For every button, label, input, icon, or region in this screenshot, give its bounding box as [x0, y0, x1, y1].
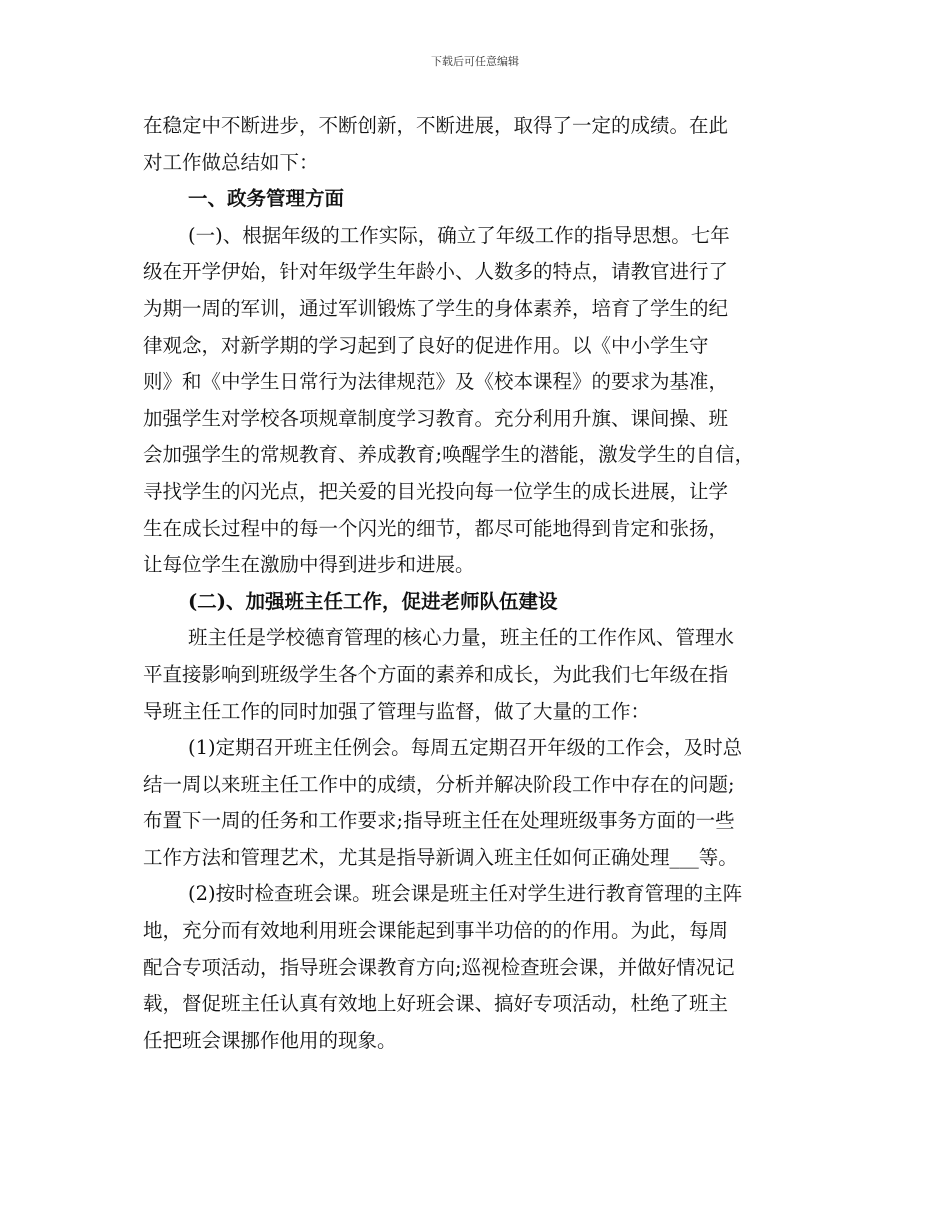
- body-text-line: 地，充分而有效地利用班会课能起到事半功倍的的作用。为此，每周: [143, 919, 729, 943]
- body-text-line: (2)按时检查班会课。班会课是班主任对学生进行教育管理的主阵: [188, 882, 743, 906]
- body-text-line: 配合专项活动，指导班会课教育方向;巡视检查班会课，并做好情况记: [143, 955, 735, 979]
- body-text-line: 会加强学生的常规教育、养成教育;唤醒学生的潜能，激发学生的自信，: [143, 443, 755, 467]
- body-text-line: 布置下一周的任务和工作要求;指导班主任在处理班级事务方面的一些: [143, 809, 735, 833]
- body-text-line: 寻找学生的闪光点，把关爱的目光投向每一位学生的成长进展，让学: [143, 479, 729, 503]
- section-heading: (二)、加强班主任工作，促进老师队伍建设: [188, 589, 558, 613]
- section-heading: 一、政务管理方面: [188, 187, 345, 211]
- body-text-line: 任把班会课挪作他用的现象。: [143, 1028, 397, 1052]
- body-text-line: (1)定期召开班主任例会。每周五定期召开年级的工作会，及时总: [188, 736, 743, 760]
- body-text-line: 级在开学伊始，针对年级学生年龄小、人数多的特点，请教官进行了: [143, 260, 729, 284]
- body-text-line: 加强学生对学校各项规章制度学习教育。充分利用升旗、课间操、班: [143, 406, 729, 430]
- body-text-line: 载，督促班主任认真有效地上好班会课、搞好专项活动，杜绝了班主: [143, 992, 729, 1016]
- body-text-line: 生在成长过程中的每一个闪光的细节，都尽可能地得到肯定和张扬，: [143, 516, 729, 540]
- body-text-line: 对工作做总结如下：: [143, 150, 319, 174]
- body-text-line: 律观念，对新学期的学习起到了良好的促进作用。以《中小学生守: [143, 333, 709, 357]
- body-text-line: (一)、根据年级的工作实际，确立了年级工作的指导思想。七年: [188, 223, 730, 247]
- body-text-line: 在稳定中不断进步，不断创新，不断进展，取得了一定的成绩。在此: [143, 114, 729, 137]
- body-text-line: 工作方法和管理艺术，尤其是指导新调入班主任如何正确处理___等。: [143, 845, 738, 869]
- page-header: 下载后可任意编辑: [431, 55, 519, 68]
- body-text-line: 结一周以来班主任工作中的成绩，分析并解决阶段工作中存在的问题;: [143, 772, 735, 796]
- body-text-line: 班主任是学校德育管理的核心力量，班主任的工作作风、管理水: [188, 626, 735, 650]
- document-body: [143, 108, 823, 1059]
- body-text-line: 平直接影响到班级学生各个方面的素养和成长，为此我们七年级在指: [143, 662, 729, 686]
- body-text-line: 则》和《中学生日常行为法律规范》及《校本课程》的要求为基准，: [143, 370, 729, 394]
- body-text-line: 导班主任工作的同时加强了管理与监督，做了大量的工作：: [143, 699, 651, 723]
- body-text-line: 让每位学生在激励中得到进步和进展。: [143, 553, 475, 577]
- body-text-line: 为期一周的军训，通过军训锻炼了学生的身体素养，培育了学生的纪: [143, 296, 729, 320]
